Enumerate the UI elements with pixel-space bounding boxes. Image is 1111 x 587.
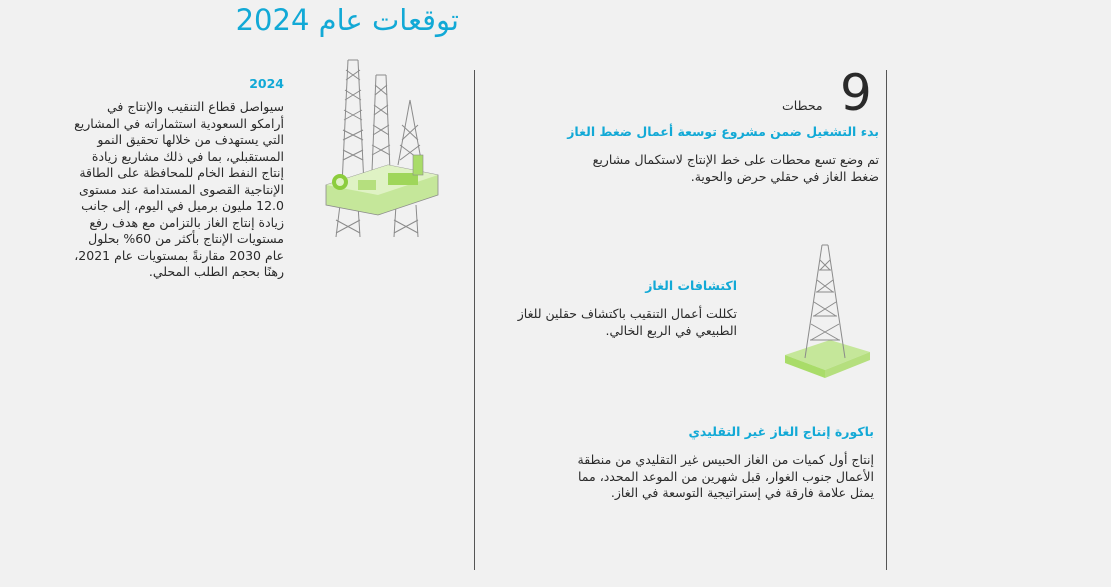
section-heading-gas-discoveries: اكتشافات الغاز <box>645 278 737 293</box>
section-text-gas-discoveries: تكللت أعمال التنقيب باكتشاف حقلين للغاز الطبيعي في الربع الخالي. <box>517 306 737 338</box>
right-divider <box>886 70 887 570</box>
section-heading-gas-compression: بدء التشغيل ضمن مشروع توسعة أعمال ضغط الغاز <box>567 124 879 139</box>
drilling-tower-illustration <box>775 240 875 385</box>
drilling-tower-icon <box>775 240 875 385</box>
year-heading: 2024 <box>249 76 284 91</box>
center-divider <box>474 70 475 570</box>
offshore-rig-icon <box>318 55 443 240</box>
section-text-unconventional-gas: إنتاج أول كميات من الغاز الحبيس غير التقليدي من منطقة الأعمال جنوب الغوار، قبل شهرين من الموعد المحدد، مما يمثل علامة فارقة في إستراتيجية التوسعة في الغاز. <box>577 452 874 500</box>
offshore-rig-illustration <box>318 55 443 240</box>
section-heading-unconventional-gas: باكورة إنتاج الغاز غير التقليدي <box>688 424 874 439</box>
stations-unit: محطات <box>782 98 823 113</box>
stations-count: 9 <box>840 64 872 122</box>
outlook-paragraph: سيواصل قطاع التنقيب والإنتاج في أرامكو السعودية استثماراته في المشاريع التي يستهدف من خلالها تحقيق النمو المستقبلي، بما في ذلك مشاريع زيادة إنتاج النفط الخام للمحافظة على الطاقة الإنتاجية القصوى المستدامة عند مستوى 12.0 مليون برميل في اليوم، إلى جانب زيادة إنتاج الغاز بالتزامن مع هدف رفع مستويات الإنتاج بأكثر من 60% بحلول عام 2030 مقارنةً بمستويات عام 2021، رهنًا بحجم الطلب المحلي. <box>74 99 284 279</box>
page-title: توقعات عام 2024 <box>235 3 459 37</box>
section-text-gas-compression: تم وضع تسع محطات على خط الإنتاج لاستكمال مشاريع ضغط الغاز في حقلي حرض والحوية. <box>592 152 879 184</box>
